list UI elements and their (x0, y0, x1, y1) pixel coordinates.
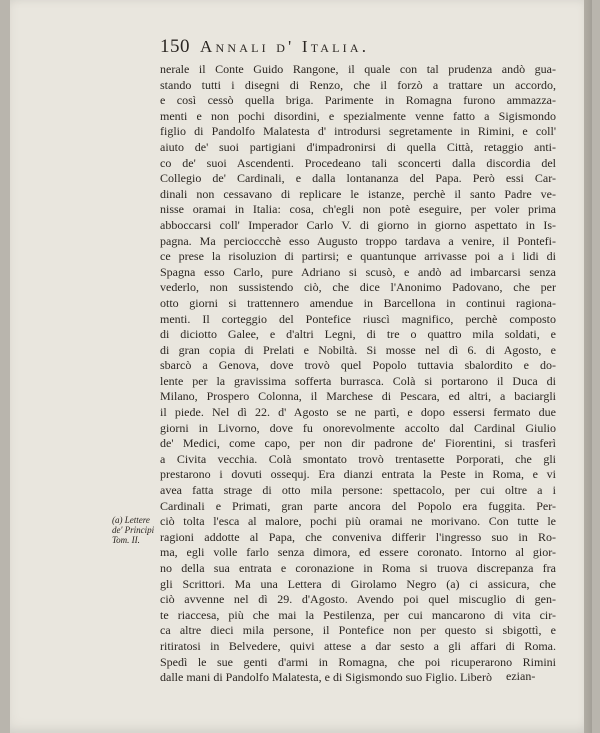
text-line: aiuto de' suoi partigiani d'impadronirsi di quella Città, retaggio anti- (160, 139, 556, 154)
text-line: otto giorni si trattennero amendue in Barcellona in continui ragiona- (160, 295, 556, 310)
text-line: di gran copia di Prelati e Nobiltà. Si mosse nel dì 6. di Agosto, e (160, 342, 556, 357)
page-edge (584, 0, 592, 733)
text-line: ragioni addotte al Papa, che conveniva differir l'ingresso suo in Ro- (160, 529, 556, 544)
text-line: dinali non cessavano di replicare le istanze, perchè il santo Padre ve- (160, 186, 556, 201)
page-header (160, 36, 510, 60)
text-line: ciò avvenne nel dì 29. d'Agosto. Avendo poi quel miscuglio di gen- (160, 592, 556, 607)
text-line: gli Scrittori. Ma una Lettera di Girolamo Negro (a) ci assicura, che (160, 576, 556, 591)
text-line: Milano, Prospero Colonna, il Marchese di Pescara, ed altri, a baciargli (160, 389, 556, 404)
text-line: ma, egli volle farlo senza dimora, ed essere coronato. Intorno al gior- (160, 545, 556, 560)
text-line: di diciotto Galee, e d'altri Legni, di tre o quattro mila soldati, e (160, 327, 556, 342)
text-line: sbarcò a Genova, dove trovò quel Popolo tuttavia sbalordito e do- (160, 358, 556, 373)
text-line: a Civita vecchia. Colà smontato trovò trentasette Porporati, che gli (160, 451, 556, 466)
text-line: te riaccesa, più che mai la Pestilenza, per cui mancarono di vita cir- (160, 607, 556, 622)
text-line: Collegio de' Cardinali, e dalla lontananza del Papa. Però essi Car- (160, 171, 556, 186)
text-line: prestarono i dovuti ossequj. Era dianzi entrata la Peste in Roma, e vi (160, 467, 556, 482)
catchword: ezian- (506, 669, 536, 683)
text-line: dalle mani di Pandolfo Malatesta, e di Sigismondo suo Figlio. Liberò (160, 670, 492, 685)
text-line: e così cessò quella briga. Parimente in Romagna furono ammazza- (160, 93, 556, 108)
margin-note-line: de' Principi (112, 525, 155, 535)
margin-note-line: Tom. II. (112, 535, 140, 545)
text-line: avea fatta strage di otto mila persone: spettacolo, per cui oltre a i (160, 483, 556, 498)
text-line: nerale il Conte Guido Rangone, il quale con tal prudenza andò gua- (160, 62, 556, 76)
text-line: il piede. Nel dì 22. d' Agosto se ne partì, e dopo essersi fermato due (160, 405, 556, 420)
text-line: pagna. Ma percioccchè esso Augusto troppo tardava a venire, il Pontefi- (160, 233, 556, 248)
running-title: Annali d' Italia. (200, 37, 370, 56)
margin-note-line: (a) Lettere (112, 515, 150, 525)
text-line: menti e non pochi disordini, e spezialmente venne fatto a Sigismondo (160, 108, 556, 123)
text-line: ca altre dieci mila persone, il Pontefice non per questo si sbigottì, e (160, 623, 556, 638)
text-line: de' Medici, come capo, per non dir padrone de' Fiorentini, si trasferì (160, 436, 556, 451)
text-line: Spedì le sue genti d'armi in Romagna, che poi ricuperarono Rimini (160, 654, 556, 669)
text-line: vederlo, non sussistendo ciò, che dice l'Anonimo Padovano, che per (160, 280, 556, 295)
text-line: lente per la gravissima sofferta burrasca. Colà si portarono il Duca di (160, 373, 556, 388)
page-number: 150 (160, 36, 190, 57)
text-line: ritiratosi in Belvedere, quivi attese a dar sesto a gli affari di Roma. (160, 638, 556, 653)
text-line: menti. Il corteggio del Pontefice riuscì magnifico, perchè composto (160, 311, 556, 326)
text-line: ce prese la risoluzion di partirsi; e quantunque arrivasse poi a i lidi di (160, 249, 556, 264)
text-line: stando tutti i disegni di Renzo, che il forzò a trattare un accordo, (160, 77, 556, 92)
text-line: no della sua entrata e coronazione in Roma si truova discrepanza fra (160, 561, 556, 575)
text-line: Spagna esso Carlo, pure Adriano si scusò, e andò ad imbarcarsi senza (160, 264, 556, 279)
text-line: figlio di Pandolfo Malatesta d' introdursi segretamente in Rimini, e coll' (160, 124, 556, 139)
text-line: ciò tolta l'esca al malore, pochi più oramai ne morivano. Con tutte le (160, 514, 556, 529)
body-text (160, 62, 556, 686)
text-line: nisse oramai in Italia: cosa, ch'egli non potè eseguire, per voler prima (160, 202, 556, 217)
margin-note (112, 515, 162, 545)
text-line: Cardinali e Primati, gran parte ancora del Popolo era fuggita. Per- (160, 498, 556, 513)
text-line: giorni in Livorno, dove fu onorevolmente accolto dal Cardinal Giulio (160, 420, 556, 435)
text-line: co de' suoi Ascendenti. Procedeano tali sconcerti dalla discordia del (160, 155, 556, 170)
text-line: abboccarsi coll' Imperador Carlo V. di giorno in giorno aspettato in Is- (160, 217, 556, 232)
